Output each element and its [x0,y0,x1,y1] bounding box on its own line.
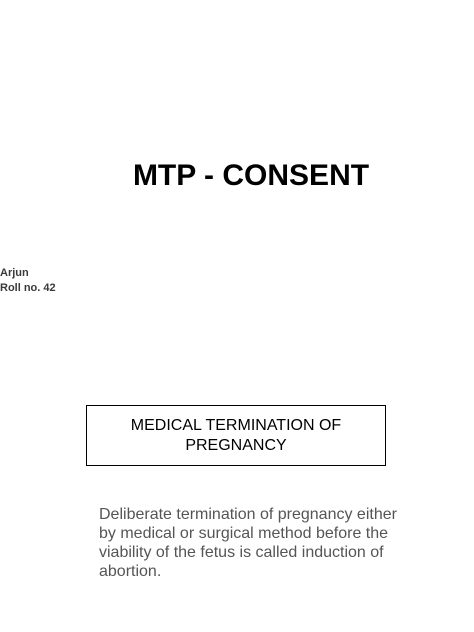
definition-paragraph: Deliberate termination of pregnancy either by medical or surgical method before the viability of the fetus is called induction of abortion. [99,506,397,580]
author-roll-number: Roll no. 42 [0,282,56,294]
heading-box-text: MEDICAL TERMINATION OF PREGNANCY [130,416,342,454]
author-name: Arjun [0,267,29,279]
heading-box [86,405,386,466]
author-block [0,266,56,296]
slide-title: MTP - CONSENT [132,159,370,192]
